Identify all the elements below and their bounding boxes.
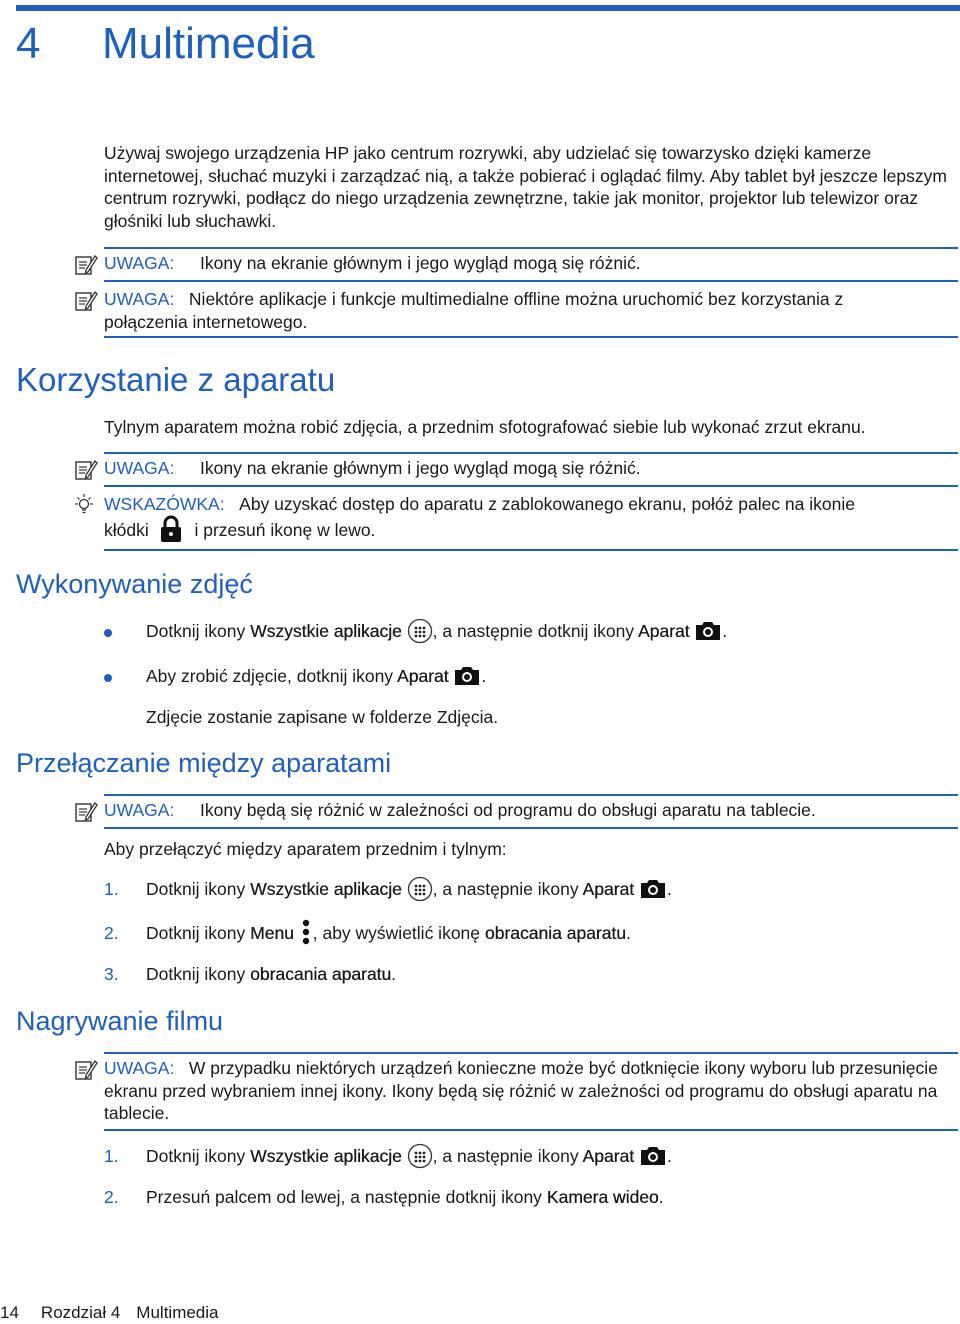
note-label: UWAGA: [104,289,175,309]
tip-bottom-rule [104,549,958,551]
note-icon [74,458,98,482]
note-3 [104,457,958,480]
chapter-heading [16,18,315,70]
tip-text: Aby uzyskać dostęp do aparatu z zablokowanego ekranu, połóż palec na ikonie [239,494,855,514]
text: Aby zrobić zdjęcie, dotknij ikony [146,666,397,686]
note-text: Ikony na ekranie głównym i jego wygląd mogą się różnić. [200,253,641,273]
menu-dots-icon [299,918,313,946]
note-label: UWAGA: [104,253,175,273]
note-text: Ikony będą się różnić w zależności od programu do obsługi aparatu na tablecie. [200,800,816,820]
note-4 [104,799,958,822]
note-text: Niektóre aplikacje i funkcje multimedialne offline można uruchomić bez korzystania z połączenia internetowego. [104,289,844,332]
step-number: 3. [104,964,119,984]
text: Dotknij ikony [146,1146,251,1166]
bullet-dot [104,629,112,637]
step-number: 1. [104,1146,119,1166]
note-top-rule [104,452,958,454]
camera-icon [694,620,722,642]
text: . [391,964,397,984]
text: , a następnie ikony [432,879,583,899]
footer-chapter: Rozdział 4 [40,1303,121,1322]
text: Dotknij ikony [146,879,251,899]
camera-icon [639,1145,667,1167]
section-heading-camera: Korzystanie z aparatu [16,361,336,398]
note-label: UWAGA: [104,1058,175,1078]
camera-intro: Tylnym aparatem można robić zdjęcia, a przednim sfotografować siebie lub wykonać zrzut ekranu. [104,417,866,437]
text: , a następnie dotknij ikony [432,621,638,641]
note-5 [104,1057,958,1127]
note-icon [74,800,98,824]
step-number: 1. [104,879,119,899]
note-bottom-rule [104,1129,958,1131]
step-number: 2. [104,1187,119,1207]
note-label: UWAGA: [104,800,175,820]
note-top-rule [104,247,958,249]
text: Dotknij ikony [146,964,251,984]
note-label: UWAGA: [104,458,175,478]
camera-label: Aparat [582,879,635,899]
note-icon [74,1058,98,1082]
text: . [625,923,631,943]
all-apps-icon [407,1143,433,1169]
text: Zdjęcie zostanie zapisane w folderze Zdjęcia. [146,707,499,727]
intro-paragraph: Używaj swojego urządzenia HP jako centrum rozrywki, aby udzielać się towarzysko dzięki kamerze internetowej, słuchać muzyki i zarządzać nią, a także pobierać i oglądać filmy. Aby tablet był jeszcze lepszym centrum rozrywki, podłącz do niego urządzenia zewnętrzne, takie jak monitor, projektor lub telewizor oraz głośniki lub słuchawki. [104,143,947,231]
subsection-heading-video: Nagrywanie filmu [16,1006,224,1036]
rotate-camera-label: obracania aparatu [484,923,626,943]
text: . [658,1187,664,1207]
all-apps-icon [407,876,433,902]
camera-label: Aparat [396,666,449,686]
note-icon [74,289,98,313]
lock-icon [158,515,184,543]
tip-top-rule [104,485,958,487]
switch-lead: Aby przełączyć między aparatem przednim i tylnym: [104,839,507,859]
text: , aby wyświetlić ikonę [312,923,485,943]
tip-text-lock-word: kłódki [104,519,149,540]
camera-icon [639,878,667,900]
text: Przesuń palcem od lewej, a następnie dotknij ikony [146,1187,547,1207]
note-top-rule [104,280,958,282]
chapter-top-rule [16,5,960,11]
text: . [666,1146,672,1166]
text: Dotknij ikony [146,621,251,641]
camera-label: Aparat [582,1146,635,1166]
text: , a następnie ikony [432,1146,583,1166]
page-number: 14 [0,1303,19,1322]
footer-title: Multimedia [136,1303,219,1322]
chapter-title: Multimedia [102,19,315,68]
note-2 [104,288,958,334]
video-camera-label: Kamera wideo [546,1187,659,1207]
tip-bulb-icon [72,493,96,517]
all-apps-icon [407,618,433,644]
step-number: 2. [104,923,119,943]
camera-icon [453,665,481,687]
rotate-camera-label: obracania aparatu [250,964,392,984]
tip-label: WSKAZÓWKA: [104,494,225,514]
tip-text-end: i przesuń ikonę w lewo. [194,519,376,540]
all-apps-label: Wszystkie aplikacje [250,1146,402,1166]
all-apps-label: Wszystkie aplikacje [250,879,402,899]
note-1 [104,252,958,275]
subsection-heading-photos: Wykonywanie zdjęć [16,569,253,599]
note-text: W przypadku niektórych urządzeń konieczne może być dotknięcie ikony wyboru lub przesunięcie ekranu przed wybraniem innej ikony. Ikony będą się różnić w zależności od programu do obsługi aparatu na tablecie. [104,1058,938,1123]
text: . [666,879,672,899]
note-bottom-rule [104,336,958,338]
note-bottom-rule [104,827,958,829]
note-icon [74,253,98,277]
text: . [481,666,487,686]
all-apps-label: Wszystkie aplikacje [250,621,402,641]
menu-label: Menu [250,923,294,943]
note-top-rule [104,794,958,796]
text: . [722,621,728,641]
camera-label: Aparat [637,621,690,641]
subsection-heading-switch: Przełączanie między aparatami [16,748,392,778]
text: Dotknij ikony [146,923,251,943]
bullet-dot [104,674,112,682]
chapter-number: 4 [16,19,41,68]
note-top-rule [104,1052,958,1054]
tip-box [104,493,958,543]
note-text: Ikony na ekranie głównym i jego wygląd mogą się różnić. [200,458,641,478]
